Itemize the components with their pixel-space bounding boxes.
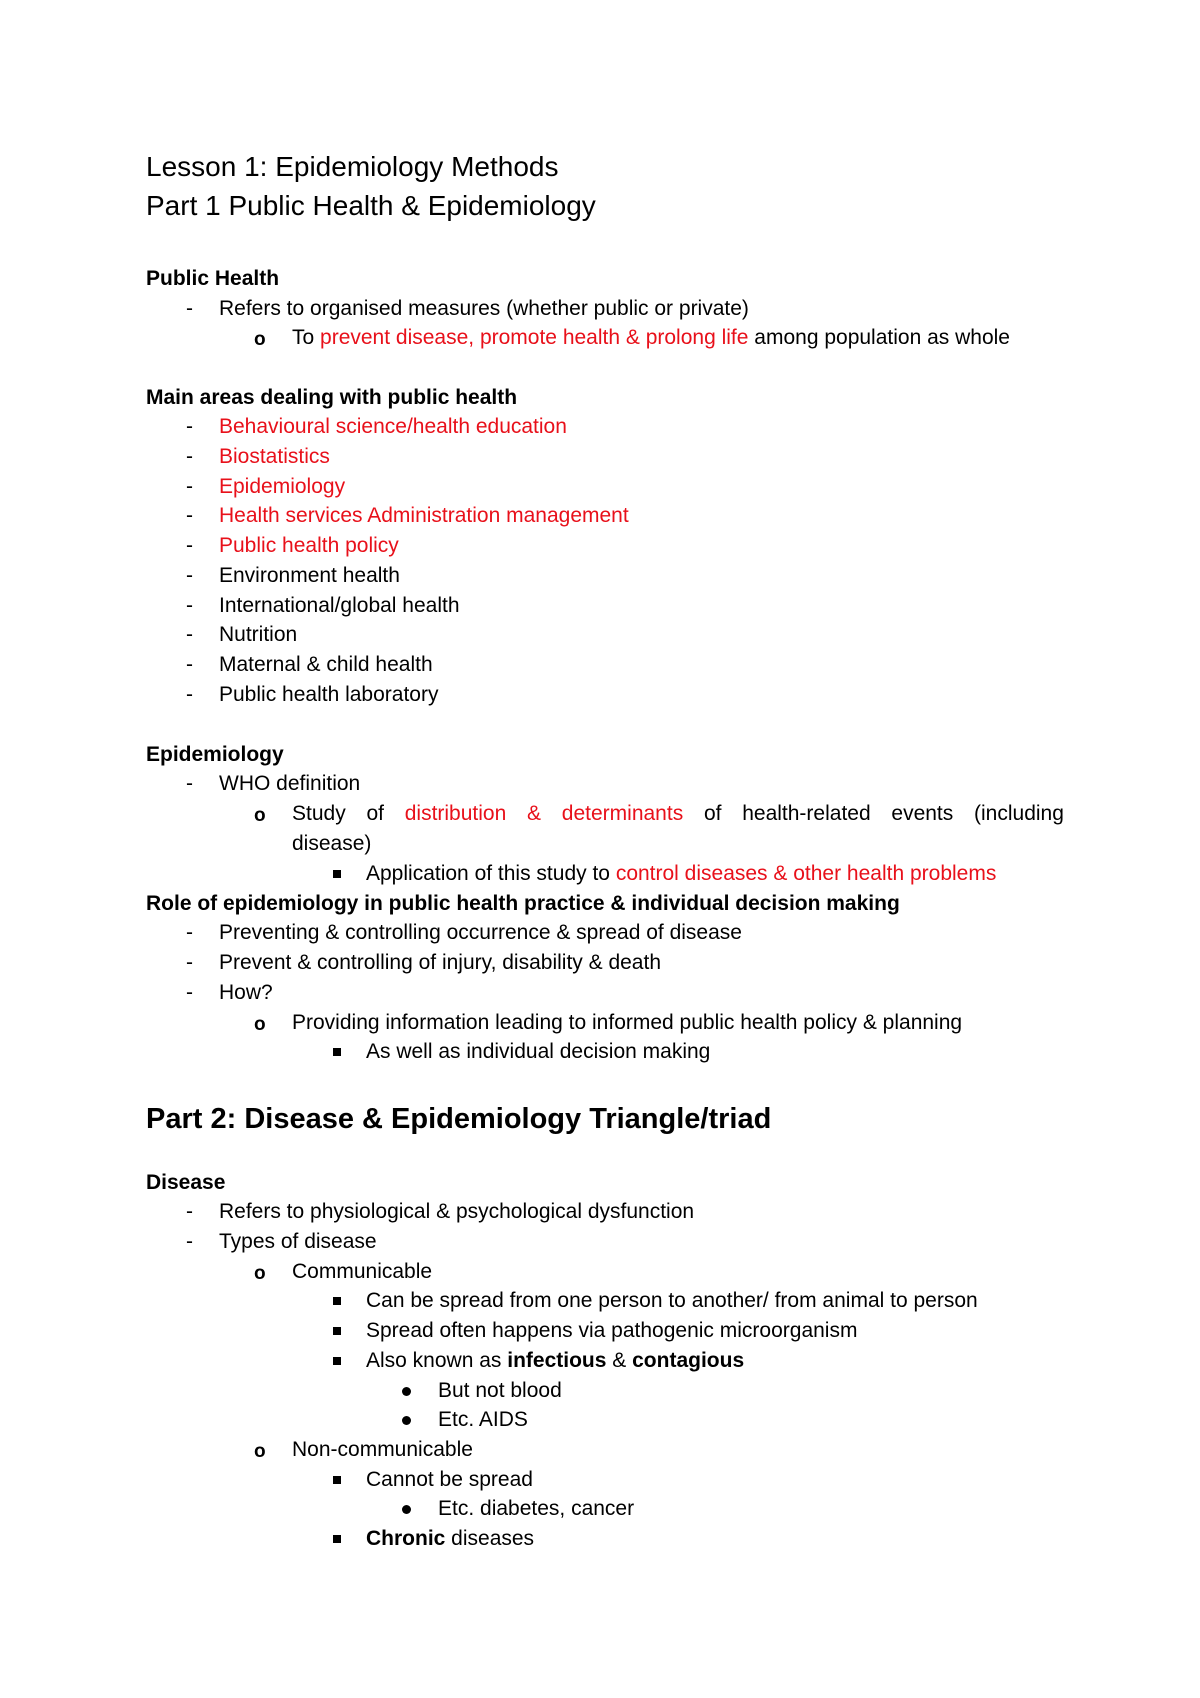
- list-item: Refers to physiological & psychological dysfunction: [219, 1200, 695, 1223]
- dash-bullet: -: [186, 653, 193, 676]
- list-item: Preventing & controlling occurrence & spread of disease: [219, 921, 742, 944]
- list-item: International/global health: [219, 594, 460, 617]
- square-bullet: [333, 1327, 341, 1335]
- dash-bullet: -: [186, 475, 193, 498]
- dash-bullet: -: [186, 1230, 193, 1253]
- list-item: But not blood: [438, 1379, 562, 1402]
- round-bullet: [402, 1416, 411, 1425]
- role-heading: Role of epidemiology in public health practice & individual decision making: [146, 892, 900, 915]
- list-item: Chronic diseases: [366, 1527, 535, 1550]
- circle-bullet: o: [254, 1441, 266, 1462]
- list-item: Etc. AIDS: [438, 1408, 528, 1431]
- role-subitem: Providing information leading to informed public health policy & planning: [292, 1011, 963, 1034]
- public-health-heading: Public Health: [146, 267, 280, 290]
- list-item: Public health laboratory: [219, 683, 439, 706]
- list-item: Prevent & controlling of injury, disability & death: [219, 951, 662, 974]
- dash-bullet: -: [186, 445, 193, 468]
- dash-bullet: -: [186, 415, 193, 438]
- dash-bullet: -: [186, 772, 193, 795]
- dash-bullet: -: [186, 297, 193, 320]
- circle-bullet: o: [254, 1014, 266, 1035]
- list-item: Etc. diabetes, cancer: [438, 1497, 635, 1520]
- dash-bullet: -: [186, 951, 193, 974]
- list-item: Biostatistics: [219, 445, 330, 468]
- round-bullet: [402, 1387, 411, 1396]
- square-bullet: [333, 1476, 341, 1484]
- list-item: Cannot be spread: [366, 1468, 533, 1491]
- epidemiology-heading: Epidemiology: [146, 743, 284, 766]
- dash-bullet: -: [186, 921, 193, 944]
- noncommunicable-label: Non-communicable: [292, 1438, 473, 1461]
- public-health-item: Refers to organised measures (whether public or private): [219, 297, 749, 320]
- dash-bullet: -: [186, 623, 193, 646]
- list-item: Can be spread from one person to another/ from animal to person: [366, 1289, 978, 1312]
- circle-bullet: o: [254, 805, 266, 826]
- dash-bullet: -: [186, 981, 193, 1004]
- dash-bullet: -: [186, 683, 193, 706]
- list-item: Environment health: [219, 564, 400, 587]
- main-areas-heading: Main areas dealing with public health: [146, 386, 518, 409]
- dash-bullet: -: [186, 594, 193, 617]
- list-item: How?: [219, 981, 273, 1004]
- circle-bullet: o: [254, 1263, 266, 1284]
- disease-heading: Disease: [146, 1171, 226, 1194]
- round-bullet: [402, 1505, 411, 1514]
- dash-bullet: -: [186, 564, 193, 587]
- epidemiology-item: WHO definition: [219, 772, 361, 795]
- list-item: Spread often happens via pathogenic microorganism: [366, 1319, 858, 1342]
- epidemiology-definition: Study of distribution & determinants of health-related events (including: [292, 802, 1064, 825]
- list-item: Types of disease: [219, 1230, 377, 1253]
- list-item: Maternal & child health: [219, 653, 433, 676]
- part2-title: Part 2: Disease & Epidemiology Triangle/triad: [146, 1103, 772, 1135]
- epidemiology-subsubitem: Application of this study to control diseases & other health problems: [366, 862, 997, 885]
- square-bullet: [333, 1357, 341, 1365]
- epidemiology-definition-cont: disease): [292, 832, 372, 855]
- public-health-subitem: To prevent disease, promote health & prolong life among population as whole: [292, 326, 1010, 349]
- dash-bullet: -: [186, 1200, 193, 1223]
- list-item: Nutrition: [219, 623, 298, 646]
- lesson-title: Lesson 1: Epidemiology Methods: [146, 151, 559, 182]
- list-item: Public health policy: [219, 534, 399, 557]
- list-item: Behavioural science/health education: [219, 415, 567, 438]
- list-item: Also known as infectious & contagious: [366, 1349, 745, 1372]
- role-subsubitem: As well as individual decision making: [366, 1040, 711, 1063]
- communicable-label: Communicable: [292, 1260, 433, 1283]
- list-item: Epidemiology: [219, 475, 346, 498]
- circle-bullet: o: [254, 329, 266, 350]
- square-bullet: [333, 1297, 341, 1305]
- square-bullet: [333, 1535, 341, 1543]
- square-bullet: [333, 1048, 341, 1056]
- dash-bullet: -: [186, 534, 193, 557]
- dash-bullet: -: [186, 504, 193, 527]
- square-bullet: [333, 870, 341, 878]
- list-item: Health services Administration management: [219, 504, 629, 527]
- part1-title: Part 1 Public Health & Epidemiology: [146, 190, 596, 221]
